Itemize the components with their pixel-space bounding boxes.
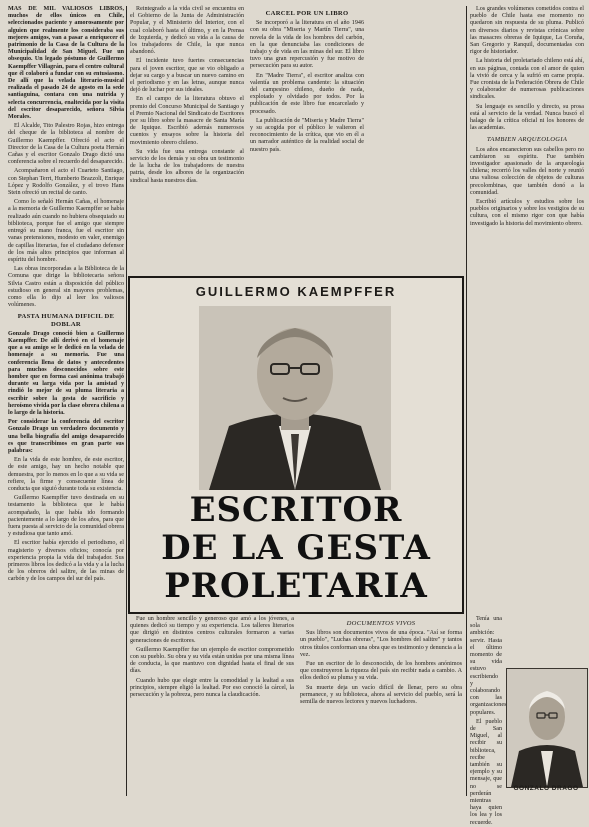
paragraph: Cuando hubo que elegir entre la comodidad y la lealtad a sus principios, siempre eligió la lealtad. Por eso conoció la cárcel, la persecución y la pobreza, pero nunca la claudicación.: [130, 677, 294, 699]
paragraph: Su lenguaje es sencillo y directo, su prosa está al servicio de la verdad. Nunca buscó el halago de la crítica oficial ni los honores de las academias.: [470, 103, 584, 132]
drago-photo: [506, 668, 588, 788]
paragraph: Su muerte deja un vacío difícil de llenar, pero su obra permanece, y su biblioteca, ahora al servicio del pueblo, será la semilla de nuevos lectores y nuevos luchadores.: [300, 684, 462, 706]
paragraph: La publicación de "Miseria y Madre Tierra" y su acogida por el público le valieron el reconocimiento de la crítica, que vio en él a un narrador auténtico de la realidad social de nuestro país.: [250, 117, 364, 153]
paragraph: Las obras incorporadas a la Biblioteca de la Comuna que dirige la bibliotecaria señora Silvia Castro están a disposición del público estudioso en general sin mayores problemas, como ella lo dijo al leer los valiosos volúmenes.: [8, 266, 124, 309]
portrait-illustration: [199, 306, 391, 490]
paragraph: Por considerar la conferencia del escritor Gonzalo Drago un verdadero documento y una bella biografía del amigo desaparecido es que transcribimos en gran parte sus palabras:: [8, 419, 124, 454]
paragraph: Guillermo Kaempffer tuvo destinada en su testamento la biblioteca que le había acompañado, la que había ido formando pacientemente a lo largo de los años, para que fuera puesta al servicio de la comunidad obrera y estudiosa que tanto amó.: [8, 495, 124, 538]
section-heading: DOCUMENTOS VIVOS: [346, 620, 416, 627]
paragraph: Los años encanecieron sus cabellos pero no cambiaron su espíritu. Fue también investigador apasionado de la arqueología chilena; recorrió los valles del norte y reunió una valiosa colección de objetos de culturas precolombinas, que también donó a la comunidad.: [470, 146, 584, 196]
headline-line-2: DE LA GESTA: [161, 528, 431, 568]
paragraph: Reintegrado a la vida civil se encuentra en el Gobierno de la Junta de Administración Popular, y el Ministerio del Interior, con el cual colaboró hasta el último, y en la Prensa de Izquierda, y dedicó su vida a la causa de los trabajadores de Chile, la que nunca abandonó.: [130, 6, 244, 56]
paragraph: Escribió artículos y estudios sobre los pueblos originarios y sobre los vestigios de su cultura, con el mismo rigor con que había investigado la historia del movimiento obrero.: [470, 199, 584, 227]
paragraph: En "Madre Tierra", el escritor analiza con valentía un problema candente: la situación del campesino chileno, dueño de nada, explotado y olvidado por todos. Por la publicación de este libro fue encarcelado y procesado.: [250, 72, 364, 115]
article-column-2: [130, 6, 244, 268]
column-divider: [466, 6, 467, 796]
paragraph: Tenía una sola ambición: servir. Hasta el último momento de su vida estuvo escribiendo y colaborando con las organizaciones populares.: [470, 616, 507, 716]
paragraph: El Alcalde, Tito Palestro Rojas, hizo entrega del cheque de la biblioteca al nombre de Guillermo Kaempffer. Ofreció el acto el Director de la Casa de la Cultura poeta Hernán Cañas y el escritor Gonzalo Drago dictó una conferencia sobre el recuerdo del desaparecido.: [8, 123, 124, 166]
paragraph: Sus libros son documentos vivos de una época. "Así se forma un pueblo", "Luchas obreras", "Los hombres del salitre" y tantos otros títulos conforman una obra que es testimonio y denuncia a la vez.: [300, 630, 462, 658]
paragraph: Fue un hombre sencillo y generoso que amó a los jóvenes, a quienes dedicó su tiempo y su experiencia. Los talleres literarios que dirigió en distintos centros culturales formaron a varias generaciones de escritores.: [130, 616, 294, 644]
article-column-4: [470, 6, 584, 660]
section-heading: CARCEL POR UN LIBRO: [265, 10, 349, 17]
article-column-lower-1: [130, 616, 294, 796]
headline-line-3: PROLETARIA: [164, 566, 428, 606]
lead-paragraph: MAS DE MIL VALIOSOS LIBROS, muchos de ellos únicos en Chile, seleccionados paciente y amorosamente por alguien que realmente los consideraba sus mejores amigos, van a pasar a enriquecer el patrimonio de la Casa de la Cultura de la Municipalidad de San Miguel. Fue un obsequio. Un legado póstumo de Guillermo Kaempffer Villagrán, para el centro cultural que él colaboró a fundar con su entusiasmo. De allí que la velada literario-musical realizada el pasado 24 de agosto en la sede santiaguina, contara con una nutrida y selecta concurrencia, enaltecida por la visita del escritor desaparecido, señora Silvia Morales.: [8, 6, 124, 121]
paragraph: En la vida de este hombre, de este escritor, de este amigo, hay un hecho notable que demuestra, por lo menos en lo que a su vida se refiere, la firme y consecuente línea de conducta que siguió durante toda su existencia.: [8, 457, 124, 492]
paragraph: El escritor había ejercido el periodismo, el magisterio y diversos oficios; conocía por experiencia propia la vida del trabajador. Sus primeros libros los dedicó a la vida y a la lucha de los obreros del salitre, de las minas de carbón y de los campos del sur del país.: [8, 540, 124, 583]
section-heading: TAMBIEN ARQUEOLOGIA: [486, 136, 568, 144]
photo-caption: GONZALO DRAGO: [513, 785, 579, 792]
portrait-photo: [199, 306, 391, 490]
feature-subject-name: GUILLERMO KAEMPFFER: [195, 284, 397, 299]
headline-line-1: ESCRITOR: [189, 490, 403, 530]
section-heading: PASTA HUMANA DIFICIL DE DOBLAR: [17, 313, 115, 328]
paragraph: Fue un escritor de lo desconocido, de los hombres anónimos que construyeron la riqueza del país sin recibir nada a cambio. A ellos dedicó su pluma y su vida.: [300, 661, 462, 682]
article-column-lower-3: [470, 616, 507, 826]
paragraph: En el campo de la literatura obtuvo el premio del Concurso Municipal de Santiago y el Premio Nacional del Sindicato de Escritores por su libro sobre la masacre de Santa María de Iquique. Escribió además numerosos cuentos y ensayos sobre la historia del movimiento obrero chileno.: [130, 96, 244, 146]
paragraph: La historia del proletariado chileno está ahí, en sus páginas, contada con el amor de quien la vivió de cerca y la sufrió en carne propia. Fue cronista de la Federación Obrera de Chile y colaborador de numerosas publicaciones sindicales.: [470, 58, 584, 101]
paragraph: Su vida fue una entrega constante al servicio de los demás y su obra un testimonio de la lucha de los trabajadores de nuestra patria, desde los albores de la organización sindical hasta nuestros días.: [130, 148, 244, 184]
drago-portrait-illustration: [507, 669, 587, 787]
paragraph: Gonzalo Drago conoció bien a Guillermo Kaempffer. De allí derivó en el homenaje que a su amigo se le dedicó en la velada de homenaje a su memoria. Fue una conferencia llena de datos y antecedentes para muchos desconocidos sobre este hombre que en forma casi anónima trabajó durante su larga vida por la amistad y rindió lo mejor de su pluma literaria a escribir sobre la gesta de sacrificio y heroísmo vivida por la clase obrera chilena a lo largo de la historia.: [8, 330, 124, 416]
column-divider: [126, 6, 127, 796]
paragraph: Los grandes volúmenes cometidos contra el pueblo de Chile hasta ese momento no quedaron sin respuesta de su pluma. Publicó en diversos diarios y revistas crónicas sobre las masacres obreras de Iquique, La Coruña, San Gregorio y Ranquil, documentadas con rigor de historiador.: [470, 6, 584, 56]
article-column-lower-2: [300, 616, 462, 796]
paragraph: El incidente tuvo fuertes consecuencias para el joven escritor, que se vio obligado a dejar su cargo y a buscar un nuevo camino en el periodismo y en las letras, aunque nunca dejó de luchar por sus ideales.: [130, 58, 244, 94]
article-column-1: [8, 6, 124, 796]
paragraph: Guillermo Kaempffer fue un ejemplo de escritor comprometido con su pueblo. Su obra y su vida están unidas por una misma línea de conducta, la que mantuvo con dignidad hasta el final de sus días.: [130, 646, 294, 675]
paragraph: El pueblo de San Miguel, al recibir su biblioteca, recibe también su ejemplo y su mensaje, que no se perderán mientras haya quien los lea y los recuerde.: [470, 718, 502, 826]
paragraph: Se incorporó a la literatura en el año 1946 con su obra "Miseria y Martín Tierra", una novela de la vida de los hombres del carbón, en la que denunciaba las condiciones de trabajo y de vida en las minas del sur. El libro tuvo una gran repercusión y fue motivo de persecución para su autor.: [250, 20, 364, 70]
article-column-3: [250, 6, 364, 268]
feature-box: [128, 276, 464, 614]
paragraph: Acompañaron el acto el Cuarteto Santiago, con Stephan Terrt, Humberto Brazzoli, Enrique López y Rodolfo González, y el trovo Hans Stein ofreció un recital de canto.: [8, 168, 124, 197]
paragraph: Como lo señaló Hernán Cañas, el homenaje a la memoria de Guillermo Kaempffer se había realizado aún cuando no hubiera obsequiado su biblioteca, porque fue el amigo que siempre entregó su mano franca, fue el escritor sin vanas pretensiones, modesto en valer, enemigo de capillas literarias, fue el ciudadano defensor de los más altos principios que informan al espíritu del hombre.: [8, 199, 124, 263]
